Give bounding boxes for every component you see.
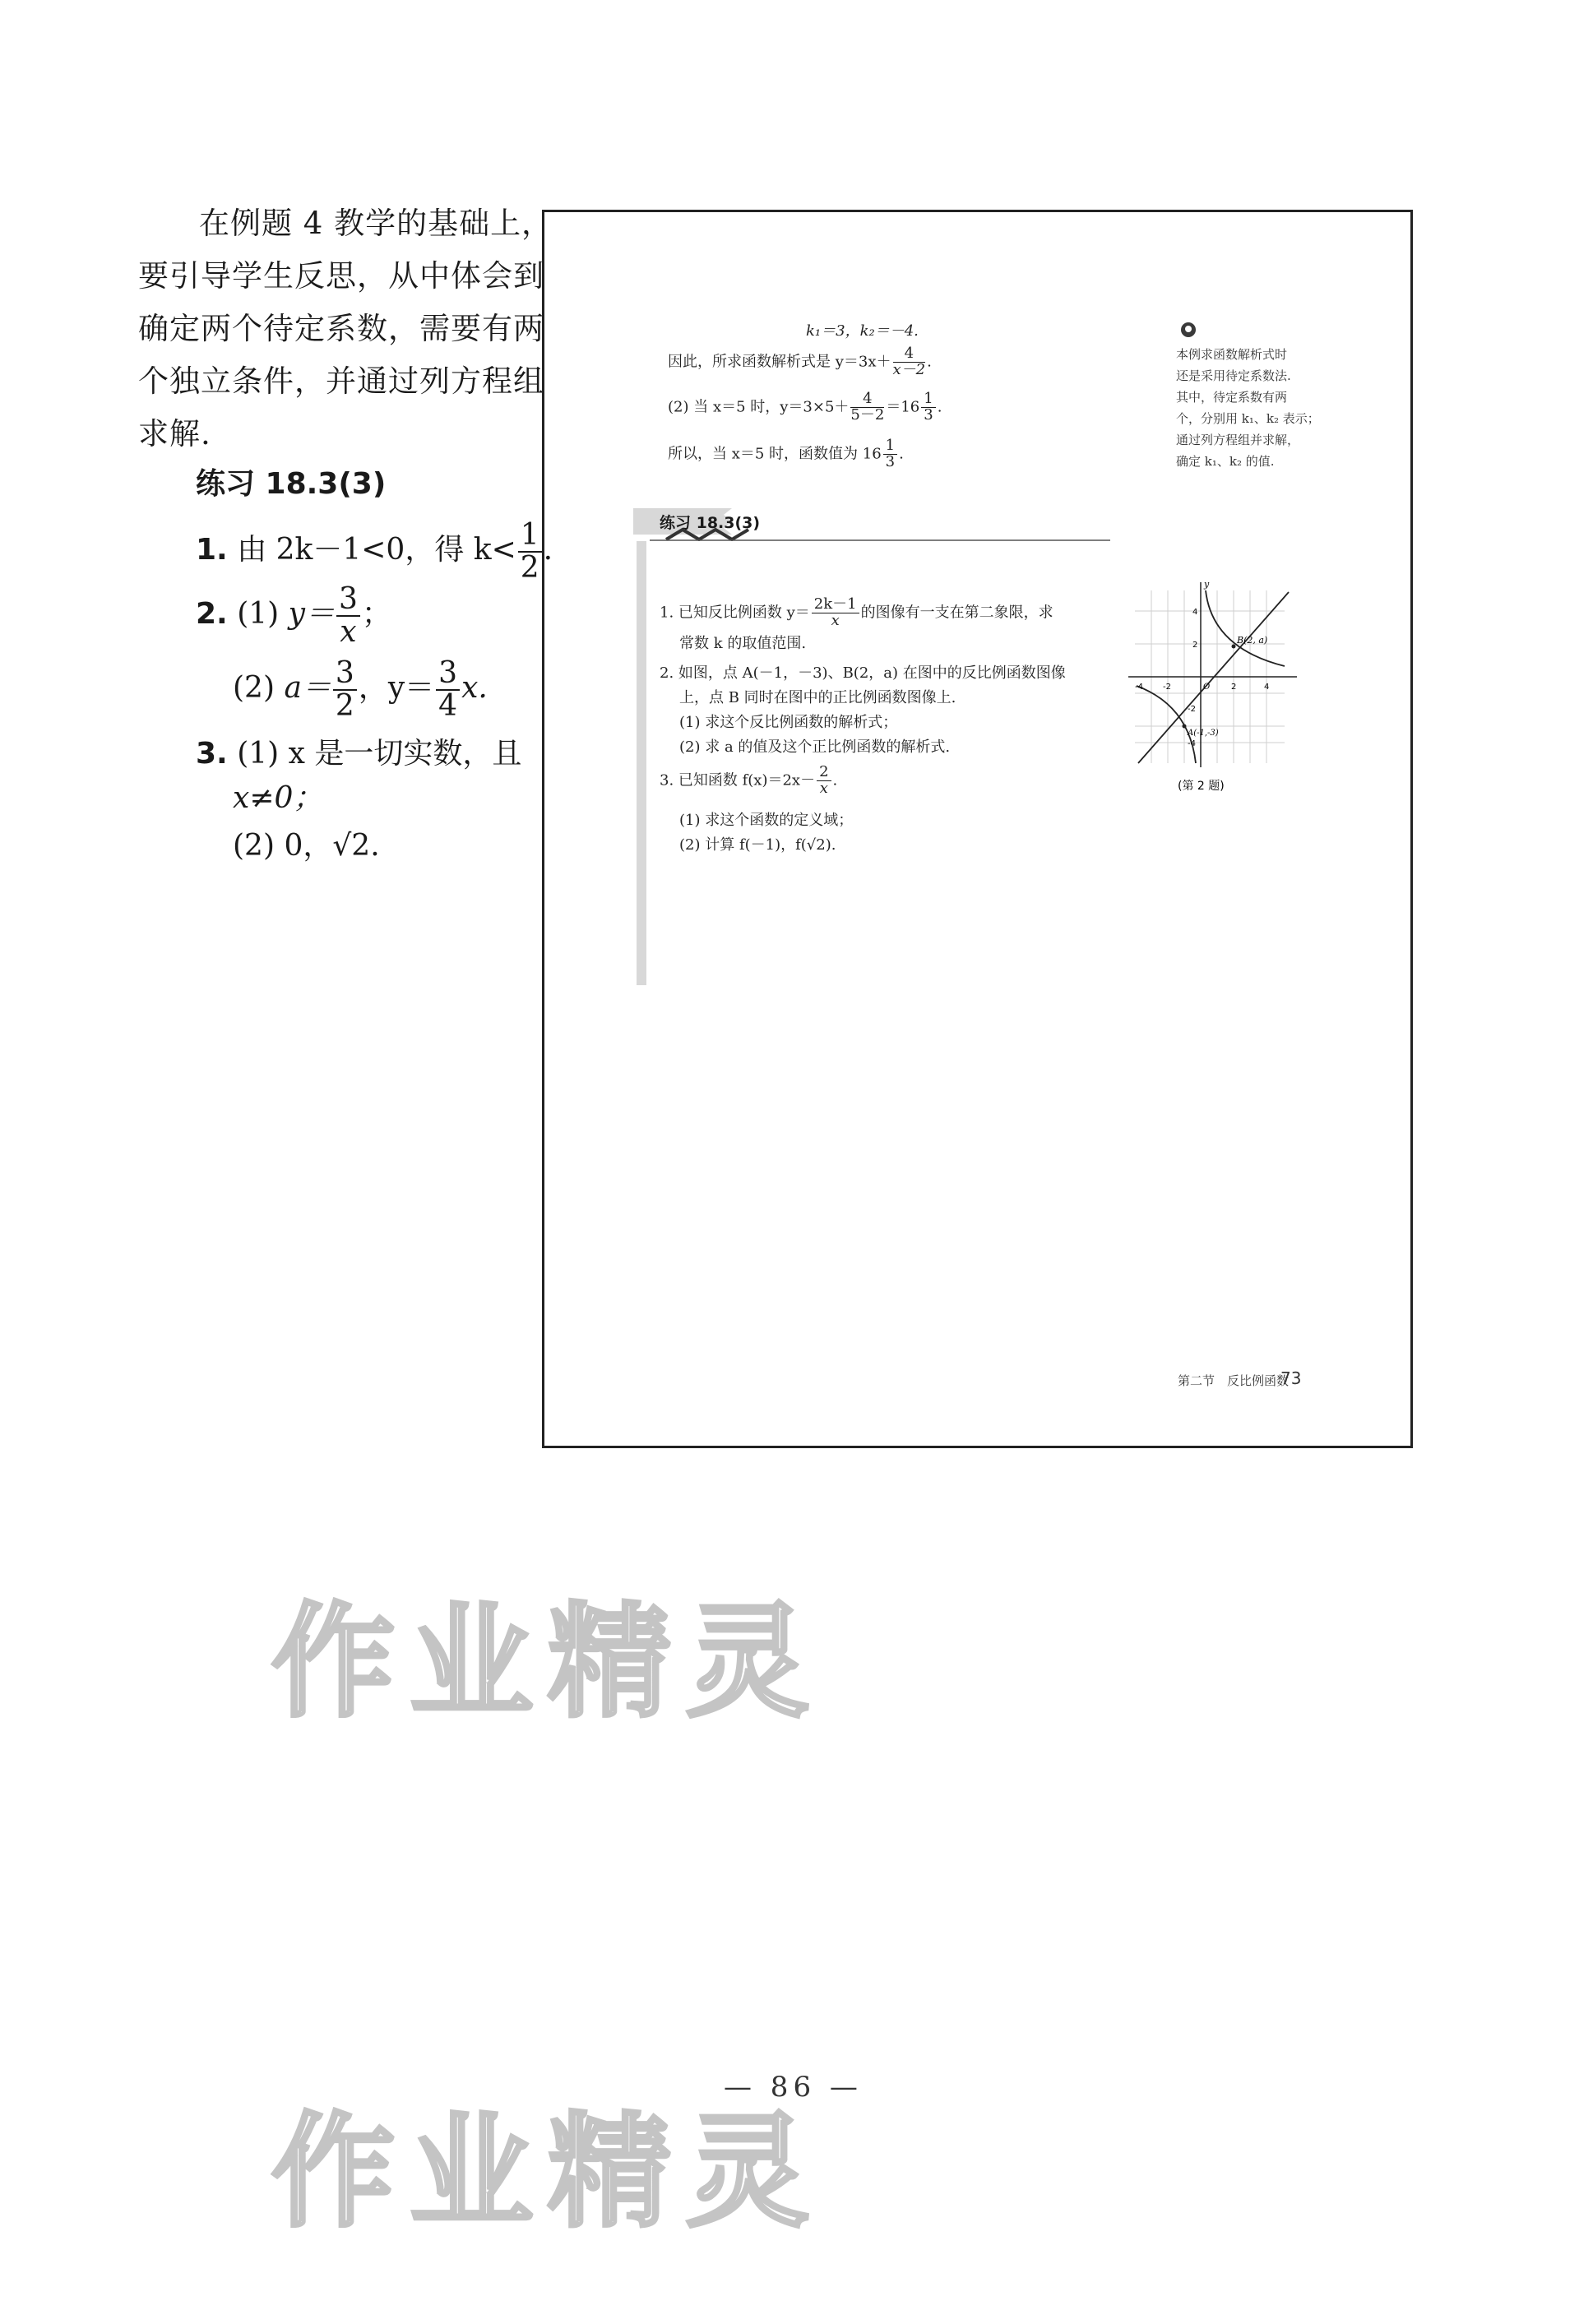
fraction-numerator: 3 xyxy=(336,584,360,617)
question-2-sub1: (1) 求这个反比例函数的解析式； xyxy=(679,714,898,731)
part2-line xyxy=(668,391,942,424)
conclusion-line xyxy=(668,438,904,470)
side-note-line: 确定 k₁、k₂ 的值. xyxy=(1176,454,1275,469)
answer-text: a＝ xyxy=(284,670,331,705)
answer-number: 3. xyxy=(196,737,228,771)
note-line: 求解. xyxy=(138,416,211,451)
side-note-line: 其中，待定系数有两 xyxy=(1176,390,1288,405)
answer-text: y＝ xyxy=(288,596,335,631)
result-text: . xyxy=(927,353,932,371)
answer-text: x. xyxy=(461,670,488,705)
answer-sub: (2) xyxy=(233,829,275,863)
question-3-sub2: (2) 计算 f(－1)，f(√2). xyxy=(679,836,836,854)
answers-title: 练习 18.3(3) xyxy=(196,467,387,501)
fraction-denominator: x xyxy=(831,611,840,629)
chapter-footer: 第二节 反比例函数 xyxy=(1178,1373,1290,1388)
question-1-cont: 常数 k 的取值范围. xyxy=(679,635,807,652)
x-tick: -4 xyxy=(1135,683,1143,692)
fraction-numerator: 3 xyxy=(333,658,357,691)
k-values: k₁＝3，k₂＝－4. xyxy=(806,322,919,340)
side-note-line: 本例求函数解析式时 xyxy=(1176,347,1288,362)
note-line: 要引导学生反思，从中体会到 xyxy=(138,258,544,294)
fraction-numerator: 4 xyxy=(850,391,884,408)
fraction xyxy=(812,597,859,629)
fraction xyxy=(893,346,926,378)
fraction-denominator: 3 xyxy=(924,405,933,424)
answer-text: x 是一切实数，且 xyxy=(288,737,522,771)
fraction xyxy=(921,391,935,424)
side-note-line: 个，分别用 k₁、k₂ 表示； xyxy=(1176,411,1320,426)
question-2-sub2: (2) 求 a 的值及这个正比例函数的解析式. xyxy=(679,738,951,756)
y-tick: -2 xyxy=(1188,705,1196,714)
question-text: 1. 已知反比例函数 y＝ xyxy=(660,604,810,622)
question-3 xyxy=(660,765,837,797)
answer-text: ，y＝ xyxy=(358,670,435,705)
side-note-line: 还是采用待定系数法. xyxy=(1176,368,1291,383)
question-text: 3. 已知函数 f(x)＝2x－ xyxy=(660,771,816,789)
exercise-sidebar xyxy=(637,541,646,985)
answer-sub: (1) xyxy=(237,737,280,771)
answer-sub: (2) xyxy=(233,670,275,705)
point-b xyxy=(1232,645,1236,649)
fraction xyxy=(333,658,357,722)
textbook-page xyxy=(542,210,1413,1448)
point-b-label: B(2, a) xyxy=(1237,635,1268,646)
question-text: . xyxy=(832,771,838,789)
fraction-numerator: 3 xyxy=(436,658,460,691)
answer-text: 0，√2. xyxy=(284,829,380,863)
answer-3-2 xyxy=(233,822,380,864)
x-tick: -2 xyxy=(1163,683,1171,692)
fraction-denominator: x－2 xyxy=(892,360,926,378)
answer-number: 1. xyxy=(196,532,228,567)
fraction-denominator: x xyxy=(819,779,828,797)
fraction xyxy=(518,520,542,584)
conclusion-text: 所以，当 x＝5 时，函数值为 16 xyxy=(668,445,882,463)
answer-2-1 xyxy=(196,584,391,648)
question-3-sub1: (1) 求这个函数的定义域； xyxy=(679,812,854,829)
note-line: 确定两个待定系数，需要有两 xyxy=(138,311,544,346)
side-note xyxy=(1176,344,1320,472)
x-tick: O xyxy=(1203,683,1211,692)
fraction xyxy=(850,391,884,424)
answer-2-2 xyxy=(233,658,488,722)
question-2-cont: 上，点 B 同时在图中的正比例函数图像上. xyxy=(679,689,956,706)
fraction xyxy=(336,584,360,648)
fraction xyxy=(817,765,831,797)
conclusion-text: . xyxy=(899,445,904,463)
book-page-number: 73 xyxy=(1280,1368,1302,1388)
question-text: 的图像有一支在第二象限，求 xyxy=(860,604,1053,622)
fraction-denominator: x xyxy=(340,614,357,649)
function-graph xyxy=(1120,574,1309,796)
part2-text: (2) 当 x＝5 时，y＝3×5＋ xyxy=(668,398,850,416)
teaching-note xyxy=(138,197,553,461)
page-number: — 86 — xyxy=(724,2071,863,2104)
note-line: 在例题 4 教学的基础上， xyxy=(199,206,553,241)
x-tick: 4 xyxy=(1264,683,1270,692)
y-tick: -4 xyxy=(1188,739,1196,748)
watermark: 作业精灵 xyxy=(271,2101,825,2244)
answer-sub: (1) xyxy=(237,596,280,631)
x-tick: 2 xyxy=(1231,683,1237,692)
y-axis-label: y xyxy=(1204,579,1210,590)
fraction-denominator: 2 xyxy=(520,550,539,585)
note-line: 个独立条件，并通过列方程组 xyxy=(138,363,544,399)
fraction-denominator: 3 xyxy=(885,452,896,470)
y-tick: 2 xyxy=(1192,641,1198,650)
point-a-label: A(-1,-3) xyxy=(1188,729,1219,738)
answer-number: 2. xyxy=(196,596,228,631)
question-2: 2. 如图，点 A(－1，－3)、B(2，a) 在图中的反比例函数图像 xyxy=(660,664,1066,682)
fraction-numerator: 1 xyxy=(883,438,897,455)
answer-3-1 xyxy=(196,730,521,772)
fraction xyxy=(436,658,460,722)
fraction xyxy=(883,438,897,470)
part2-text: . xyxy=(937,398,942,416)
fraction-numerator: 4 xyxy=(893,346,926,363)
result-text: 因此，所求函数解析式是 y＝3x＋ xyxy=(668,353,891,371)
fraction-numerator: 1 xyxy=(921,391,935,408)
result-line xyxy=(668,346,932,378)
answer-text: ； xyxy=(361,596,391,631)
y-tick: 4 xyxy=(1192,608,1198,617)
answer-3-1-cont: x≠0； xyxy=(233,781,323,815)
fraction-numerator: 1 xyxy=(518,520,542,553)
side-note-line: 通过列方程组并求解， xyxy=(1176,433,1300,447)
exercise-title: 练习 18.3(3) xyxy=(660,514,761,532)
watermark: 作业精灵 xyxy=(271,1591,825,1734)
fraction-numerator: 2k－1 xyxy=(812,597,859,613)
answer-text: 由 2k－1<0，得 k< xyxy=(237,532,516,567)
hint-icon xyxy=(1179,321,1197,339)
part2-text: ＝16 xyxy=(886,398,920,416)
fraction-denominator: 2 xyxy=(335,688,354,723)
question-1 xyxy=(660,597,1053,629)
graph-caption: (第 2 题) xyxy=(1178,780,1225,793)
answer-1 xyxy=(196,520,553,584)
point-a xyxy=(1183,725,1187,729)
fraction-numerator: 2 xyxy=(817,765,831,781)
fraction-denominator: 5－2 xyxy=(850,405,885,424)
answer-text: . xyxy=(543,532,553,567)
hyperbola-q3 xyxy=(1137,686,1196,763)
fraction-denominator: 4 xyxy=(438,688,458,723)
